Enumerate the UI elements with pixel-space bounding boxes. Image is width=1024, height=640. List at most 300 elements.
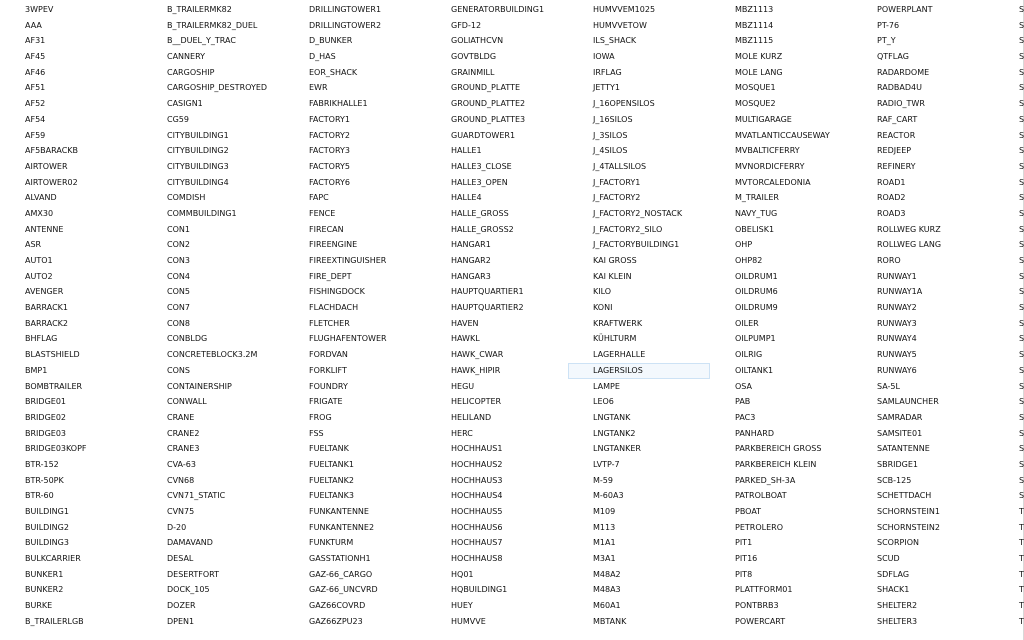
list-item[interactable]: M48A3: [593, 585, 621, 595]
list-item[interactable]: PATROLBOAT: [735, 491, 787, 501]
list-item[interactable]: FIREEXTINGUISHER: [309, 256, 387, 265]
list-item[interactable]: SA-5L: [877, 381, 900, 391]
list-item[interactable]: AF5BARACKB: [25, 146, 79, 156]
list-item[interactable]: CON3: [167, 256, 190, 265]
list-item[interactable]: PARKBEREICH GROSS: [735, 444, 822, 454]
list-item[interactable]: GROUND_PLATTE3: [451, 114, 526, 124]
list-item[interactable]: FUNKANTENNE: [309, 507, 369, 516]
list-item[interactable]: BRIDGE03KOPF: [25, 444, 87, 454]
list-item[interactable]: S: [1019, 67, 1024, 77]
list-item[interactable]: CONTAINERSHIP: [167, 381, 232, 391]
list-item[interactable]: SHELTER2: [877, 601, 918, 611]
list-item[interactable]: MBZ1115: [735, 36, 774, 46]
list-item[interactable]: FUELTANK3: [309, 491, 354, 501]
list-item[interactable]: OBELISK1: [735, 224, 775, 234]
list-item[interactable]: S: [1019, 83, 1024, 93]
list-item[interactable]: HOCHHAUS3: [451, 475, 503, 485]
list-item[interactable]: PAC3: [735, 412, 756, 422]
list-item[interactable]: HUMVVE: [451, 616, 486, 626]
list-item[interactable]: POWERCART: [735, 616, 786, 626]
list-item[interactable]: MOSQUE1: [735, 83, 776, 93]
list-item[interactable]: MBTANK: [593, 616, 627, 626]
list-item[interactable]: HAUPTQUARTIER2: [451, 303, 524, 313]
list-item[interactable]: HALLE1: [451, 146, 482, 156]
list-item[interactable]: S: [1019, 287, 1024, 297]
list-item[interactable]: S: [1019, 52, 1024, 62]
list-item[interactable]: BUNKER1: [25, 569, 64, 579]
list-item[interactable]: FUELTANK2: [309, 475, 354, 485]
list-item[interactable]: MULTIGARAGE: [735, 114, 792, 124]
list-item[interactable]: RADARDOME: [877, 67, 930, 77]
list-item[interactable]: FUELTANK1: [309, 459, 354, 469]
list-item[interactable]: KRAFTWERK: [593, 318, 643, 328]
list-item[interactable]: AUTO1: [25, 256, 53, 265]
list-item[interactable]: S: [1019, 350, 1024, 360]
list-item[interactable]: HAWKL: [451, 334, 480, 344]
list-item[interactable]: J_FACTORY2: [593, 193, 641, 203]
list-item[interactable]: S: [1019, 459, 1024, 469]
list-item[interactable]: CITYBUILDING3: [167, 161, 229, 171]
list-item[interactable]: J_FACTORY1: [593, 177, 641, 187]
list-item[interactable]: DOCK_105: [167, 585, 210, 595]
list-item[interactable]: GAZ-66_UNCVRD: [309, 585, 378, 595]
list-item[interactable]: HALLE3_OPEN: [451, 177, 508, 187]
list-item[interactable]: EWR: [309, 83, 328, 93]
list-item[interactable]: HANGAR1: [451, 240, 491, 250]
list-item[interactable]: T: [1019, 616, 1024, 626]
list-item[interactable]: ROAD3: [877, 208, 906, 218]
list-item[interactable]: AVENGER: [25, 287, 64, 297]
list-item[interactable]: M48A2: [593, 569, 621, 579]
list-item[interactable]: AF31: [25, 36, 46, 46]
list-item[interactable]: AF59: [25, 130, 46, 140]
list-item[interactable]: HQBUILDING1: [451, 585, 508, 595]
list-item[interactable]: BURKE: [25, 601, 53, 611]
list-item[interactable]: FROG: [309, 412, 332, 422]
list-item[interactable]: S: [1019, 99, 1024, 109]
list-item[interactable]: HQ01: [451, 569, 474, 579]
list-item[interactable]: S: [1019, 444, 1024, 454]
list-item[interactable]: OHP82: [735, 256, 763, 265]
list-item[interactable]: T: [1019, 585, 1024, 595]
list-item[interactable]: GOVTBLDG: [451, 52, 497, 62]
list-item[interactable]: S: [1019, 36, 1024, 46]
list-item[interactable]: HERC: [451, 428, 473, 438]
list-item[interactable]: BRIDGE01: [25, 397, 66, 407]
list-item[interactable]: BUILDING3: [25, 538, 69, 548]
list-item[interactable]: SCHORNSTEIN2: [877, 522, 940, 532]
list-item[interactable]: FRIGATE: [309, 397, 343, 407]
list-item[interactable]: PANHARD: [735, 428, 774, 438]
list-item[interactable]: AF54: [25, 114, 46, 124]
list-item[interactable]: HOCHHAUS7: [451, 538, 503, 548]
list-item[interactable]: CONCRETEBLOCK3.2M: [167, 350, 258, 360]
list-item[interactable]: LEO6: [593, 397, 614, 407]
list-item[interactable]: GROUND_PLATTE: [451, 83, 521, 93]
list-item[interactable]: PLATTFORM01: [735, 585, 793, 595]
list-item[interactable]: HUMVVETOW: [593, 20, 647, 30]
list-item[interactable]: S: [1019, 240, 1024, 250]
list-item-selected[interactable]: LAGERSILOS: [568, 363, 710, 379]
list-item[interactable]: BRIDGE02: [25, 412, 66, 422]
list-item[interactable]: CARGOSHIP: [167, 67, 215, 77]
list-item[interactable]: CVN68: [167, 475, 195, 485]
list-item[interactable]: BARRACK2: [25, 318, 69, 328]
list-item[interactable]: FUELTANK: [309, 444, 349, 454]
list-item[interactable]: FORDVAN: [309, 350, 348, 360]
list-item[interactable]: S: [1019, 365, 1024, 375]
list-item[interactable]: S: [1019, 491, 1024, 501]
list-item[interactable]: AMX30: [25, 208, 54, 218]
list-item[interactable]: DPEN1: [167, 616, 195, 626]
list-item[interactable]: CANNERY: [167, 52, 206, 62]
list-item[interactable]: CON8: [167, 318, 190, 328]
list-item[interactable]: M-60A3: [593, 491, 624, 501]
list-item[interactable]: D_HAS: [309, 52, 336, 62]
list-item[interactable]: HANGAR3: [451, 271, 491, 281]
list-item[interactable]: FACTORY1: [309, 114, 350, 124]
list-item[interactable]: EOR_SHACK: [309, 67, 358, 77]
list-item[interactable]: S: [1019, 224, 1024, 234]
list-item[interactable]: J_16OPENSILOS: [593, 99, 655, 109]
list-item[interactable]: CASIGN1: [167, 99, 203, 109]
list-item[interactable]: S: [1019, 208, 1024, 218]
list-item[interactable]: DOZER: [167, 601, 196, 611]
list-item[interactable]: M3A1: [593, 554, 616, 564]
list-item[interactable]: S: [1019, 303, 1024, 313]
list-item[interactable]: MOLE KURZ: [735, 52, 783, 62]
list-item[interactable]: MBZ1113: [735, 5, 774, 14]
list-item[interactable]: BRIDGE03: [25, 428, 66, 438]
list-item[interactable]: CON4: [167, 271, 190, 281]
list-item[interactable]: MVNORDICFERRY: [735, 161, 805, 171]
list-item[interactable]: M60A1: [593, 601, 621, 611]
list-item[interactable]: JETTY1: [593, 83, 621, 93]
list-item[interactable]: COMDISH: [167, 193, 206, 203]
list-item[interactable]: S: [1019, 20, 1024, 30]
list-item[interactable]: J_4SILOS: [593, 146, 628, 156]
list-item[interactable]: SAMLAUNCHER: [877, 397, 939, 407]
list-item[interactable]: FLACHDACH: [309, 303, 359, 313]
list-item[interactable]: PT-76: [877, 20, 900, 30]
list-item[interactable]: HOCHHAUS6: [451, 522, 503, 532]
list-item[interactable]: FOUNDRY: [309, 381, 348, 391]
list-item[interactable]: S: [1019, 161, 1024, 171]
list-item[interactable]: MOLE LANG: [735, 67, 783, 77]
list-item[interactable]: GASSTATIONH1: [309, 554, 371, 564]
list-item[interactable]: J_FACTORY2_SILO: [593, 224, 663, 234]
list-item[interactable]: QTFLAG: [877, 52, 909, 62]
list-item[interactable]: KONI: [593, 303, 613, 313]
list-item[interactable]: DAMAVAND: [167, 538, 213, 548]
list-item[interactable]: HANGAR2: [451, 256, 491, 265]
list-item[interactable]: LAGERHALLE: [593, 350, 646, 360]
list-item[interactable]: OHP: [735, 240, 753, 250]
list-item[interactable]: S: [1019, 475, 1024, 485]
list-item[interactable]: BTR-60: [25, 491, 54, 501]
list-item[interactable]: BUILDING1: [25, 507, 69, 516]
list-item[interactable]: HALLE_GROSS2: [451, 224, 514, 234]
list-item[interactable]: OILRIG: [735, 350, 763, 360]
list-item[interactable]: RUNWAY6: [877, 365, 917, 375]
list-item[interactable]: BLASTSHIELD: [25, 350, 80, 360]
list-item[interactable]: HALLE3_CLOSE: [451, 161, 512, 171]
list-item[interactable]: POWERPLANT: [877, 5, 933, 14]
list-item[interactable]: RUNWAY5: [877, 350, 917, 360]
list-item[interactable]: OILDRUM1: [735, 271, 778, 281]
list-item[interactable]: PAB: [735, 397, 751, 407]
list-item[interactable]: M113: [593, 522, 616, 532]
list-item[interactable]: AF52: [25, 99, 46, 109]
list-item[interactable]: DRILLINGTOWER2: [309, 20, 382, 30]
list-item[interactable]: SAMRADAR: [877, 412, 923, 422]
list-item[interactable]: PIT16: [735, 554, 758, 564]
list-item[interactable]: S: [1019, 146, 1024, 156]
list-item[interactable]: BTR-152: [25, 459, 59, 469]
list-item[interactable]: CON1: [167, 224, 190, 234]
list-item[interactable]: ROLLWEG KURZ: [877, 224, 941, 234]
list-item[interactable]: RUNWAY1: [877, 271, 917, 281]
list-item[interactable]: J_FACTORYBUILDING1: [593, 240, 680, 250]
list-item[interactable]: COMMBUILDING1: [167, 208, 237, 218]
list-item[interactable]: OILER: [735, 318, 759, 328]
list-item[interactable]: CON5: [167, 287, 190, 297]
list-item[interactable]: B_TRAILERMK82_DUEL: [167, 20, 258, 30]
list-item[interactable]: FORKLIFT: [309, 365, 347, 375]
list-item[interactable]: PBOAT: [735, 507, 762, 516]
list-item[interactable]: SBRIDGE1: [877, 459, 918, 469]
list-item[interactable]: SCHORNSTEIN1: [877, 507, 940, 516]
list-item[interactable]: FUNKTURM: [309, 538, 354, 548]
list-item[interactable]: FENCE: [309, 208, 336, 218]
list-item[interactable]: HAUPTQUARTIER1: [451, 287, 524, 297]
list-item[interactable]: MVATLANTICCAUSEWAY: [735, 130, 830, 140]
list-item[interactable]: GOLIATHCVN: [451, 36, 504, 46]
list-item[interactable]: CONBLDG: [167, 334, 208, 344]
list-item[interactable]: S: [1019, 114, 1024, 124]
list-item[interactable]: AAA: [25, 20, 42, 30]
list-item[interactable]: J_3SILOS: [593, 130, 628, 140]
list-item[interactable]: IOWA: [593, 52, 615, 62]
list-item[interactable]: T: [1019, 554, 1024, 564]
list-item[interactable]: GENERATORBUILDING1: [451, 5, 545, 14]
list-item[interactable]: ANTENNE: [25, 224, 64, 234]
list-item[interactable]: AF45: [25, 52, 46, 62]
list-item[interactable]: HOCHHAUS4: [451, 491, 503, 501]
list-item[interactable]: CVN71_STATIC: [167, 491, 226, 501]
list-item[interactable]: NAVY_TUG: [735, 208, 778, 218]
list-item[interactable]: SCHETTDACH: [877, 491, 932, 501]
list-item[interactable]: BUILDING2: [25, 522, 69, 532]
list-item[interactable]: FUNKANTENNE2: [309, 522, 375, 532]
list-item[interactable]: RORO: [877, 256, 901, 265]
list-item[interactable]: S: [1019, 5, 1024, 14]
list-item[interactable]: J_16SILOS: [593, 114, 633, 124]
list-item[interactable]: LNGTANK: [593, 412, 631, 422]
list-item[interactable]: RUNWAY2: [877, 303, 917, 313]
list-item[interactable]: GAZ66COVRD: [309, 601, 366, 611]
list-item[interactable]: RUNWAY3: [877, 318, 917, 328]
list-item[interactable]: HEGU: [451, 381, 475, 391]
list-item[interactable]: MOSQUE2: [735, 99, 776, 109]
list-item[interactable]: FIREENGINE: [309, 240, 358, 250]
list-item[interactable]: HOCHHAUS1: [451, 444, 503, 454]
list-item[interactable]: REFINERY: [877, 161, 916, 171]
list-item[interactable]: FABRIKHALLE1: [309, 99, 368, 109]
list-item[interactable]: ROAD2: [877, 193, 906, 203]
list-item[interactable]: FACTORY5: [309, 161, 350, 171]
list-item[interactable]: J_4TALLSILOS: [593, 161, 647, 171]
list-item[interactable]: GAZ-66_CARGO: [309, 569, 373, 579]
list-item[interactable]: CITYBUILDING1: [167, 130, 229, 140]
list-item[interactable]: SCB-125: [877, 475, 912, 485]
list-item[interactable]: M109: [593, 507, 616, 516]
list-item[interactable]: HELILAND: [451, 412, 492, 422]
list-item[interactable]: DESERTFORT: [167, 569, 219, 579]
list-item[interactable]: GRAINMILL: [451, 67, 495, 77]
list-item[interactable]: HOCHHAUS8: [451, 554, 503, 564]
list-item[interactable]: REDJEEP: [877, 146, 912, 156]
list-item[interactable]: KILO: [593, 287, 612, 297]
list-item[interactable]: M_TRAILER: [735, 193, 779, 203]
list-item[interactable]: MVBALTICFERRY: [735, 146, 800, 156]
list-item[interactable]: CON7: [167, 303, 190, 313]
list-item[interactable]: LNGTANK2: [593, 428, 636, 438]
list-item[interactable]: BTR-50PK: [25, 475, 64, 485]
list-item[interactable]: RAF_CART: [877, 114, 918, 124]
list-item[interactable]: GUARDTOWER1: [451, 130, 516, 140]
list-item[interactable]: S: [1019, 428, 1024, 438]
list-item[interactable]: OILTANK1: [735, 365, 774, 375]
list-item[interactable]: HALLE4: [451, 193, 482, 203]
list-item[interactable]: T: [1019, 522, 1024, 532]
list-item[interactable]: S: [1019, 318, 1024, 328]
list-item[interactable]: T: [1019, 601, 1024, 611]
list-item[interactable]: CRANE2: [167, 428, 200, 438]
list-item[interactable]: HOCHHAUS2: [451, 459, 503, 469]
list-item[interactable]: HALLE_GROSS: [451, 208, 509, 218]
list-item[interactable]: AF46: [25, 67, 46, 77]
list-item[interactable]: SAMSITE01: [877, 428, 923, 438]
list-item[interactable]: GAZ66ZPU23: [309, 616, 363, 626]
list-item[interactable]: FISHINGDOCK: [309, 287, 365, 297]
list-item[interactable]: DESAL: [167, 554, 194, 564]
list-item[interactable]: T: [1019, 538, 1024, 548]
list-item[interactable]: CARGOSHIP_DESTROYED: [167, 83, 268, 93]
list-item[interactable]: HUMVVEM1025: [593, 5, 656, 14]
list-item[interactable]: PONTBRB3: [735, 601, 779, 611]
list-item[interactable]: LAMPE: [593, 381, 620, 391]
list-item[interactable]: HOCHHAUS5: [451, 507, 503, 516]
list-item[interactable]: AUTO2: [25, 271, 53, 281]
list-item[interactable]: PIT8: [735, 569, 753, 579]
list-item[interactable]: J_FACTORY2_NOSTACK: [593, 208, 683, 218]
list-item[interactable]: LVTP-7: [593, 459, 620, 469]
list-item[interactable]: S: [1019, 334, 1024, 344]
list-item[interactable]: AIRTOWER02: [25, 177, 78, 187]
list-item[interactable]: ILS_SHACK: [593, 36, 637, 46]
list-item[interactable]: CRANE3: [167, 444, 200, 454]
list-item[interactable]: B_TRAILERMK82: [167, 5, 232, 14]
list-item[interactable]: ASR: [25, 240, 42, 250]
list-item[interactable]: S: [1019, 397, 1024, 407]
list-item[interactable]: SHACK1: [877, 585, 910, 595]
list-item[interactable]: BUNKER2: [25, 585, 64, 595]
list-item[interactable]: HAWK_CWAR: [451, 350, 504, 360]
list-item[interactable]: CONWALL: [167, 397, 207, 407]
list-item[interactable]: KAI GROSS: [593, 256, 637, 265]
list-item[interactable]: BOMBTRAILER: [25, 381, 83, 391]
list-item[interactable]: RADBAD4U: [877, 83, 922, 93]
list-item[interactable]: SCORPION: [877, 538, 919, 548]
list-item[interactable]: KÜHLTURM: [593, 334, 637, 344]
list-item[interactable]: T: [1019, 507, 1024, 516]
list-item[interactable]: MBZ1114: [735, 20, 774, 30]
list-item[interactable]: AF51: [25, 83, 46, 93]
list-item[interactable]: CON2: [167, 240, 190, 250]
list-item[interactable]: CITYBUILDING2: [167, 146, 229, 156]
list-item[interactable]: FSS: [309, 428, 324, 438]
list-item[interactable]: RADIO_TWR: [877, 99, 925, 109]
list-item[interactable]: PARKED_SH-3A: [735, 475, 796, 485]
list-item[interactable]: GFD-12: [451, 20, 482, 30]
list-item[interactable]: ALVAND: [25, 193, 57, 203]
list-item[interactable]: T: [1019, 569, 1024, 579]
list-item[interactable]: CVN75: [167, 507, 195, 516]
list-item[interactable]: CVA-63: [167, 459, 196, 469]
list-item[interactable]: REACTOR: [877, 130, 916, 140]
list-item[interactable]: BARRACK1: [25, 303, 69, 313]
list-item[interactable]: OILDRUM6: [735, 287, 778, 297]
list-item[interactable]: LNGTANKER: [593, 444, 641, 454]
list-item[interactable]: OILDRUM9: [735, 303, 778, 313]
list-item[interactable]: ROLLWEG LANG: [877, 240, 942, 250]
list-item[interactable]: CITYBUILDING4: [167, 177, 229, 187]
list-item[interactable]: HAVEN: [451, 318, 479, 328]
list-item[interactable]: SATANTENNE: [877, 444, 930, 454]
list-item[interactable]: DRILLINGTOWER1: [309, 5, 382, 14]
list-item[interactable]: D-20: [167, 522, 187, 532]
list-item[interactable]: 3WPEV: [25, 5, 54, 14]
list-item[interactable]: B_TRAILERLGB: [25, 616, 84, 626]
list-item[interactable]: FACTORY3: [309, 146, 350, 156]
list-item[interactable]: BHFLAG: [25, 334, 58, 344]
list-item[interactable]: S: [1019, 381, 1024, 391]
list-item[interactable]: RUNWAY1A: [877, 287, 923, 297]
list-item[interactable]: CRANE: [167, 412, 195, 422]
list-item[interactable]: BULKCARRIER: [25, 554, 81, 564]
list-item[interactable]: HUEY: [451, 601, 473, 611]
list-item[interactable]: FLUGHAFENTOWER: [309, 334, 387, 344]
list-item[interactable]: PETROLERO: [735, 522, 783, 532]
list-item[interactable]: CG59: [167, 114, 189, 124]
list-item[interactable]: D_BUNKER: [309, 36, 353, 46]
list-item[interactable]: HAWK_HIPIR: [451, 365, 501, 375]
list-item[interactable]: FIRE_DEPT: [309, 271, 352, 281]
list-item[interactable]: S: [1019, 130, 1024, 140]
list-item[interactable]: HELICOPTER: [451, 397, 502, 407]
list-item[interactable]: B__DUEL_Y_TRAC: [167, 36, 236, 46]
list-item[interactable]: FACTORY6: [309, 177, 350, 187]
list-item[interactable]: SDFLAG: [877, 569, 910, 579]
list-item[interactable]: RUNWAY4: [877, 334, 917, 344]
list-item[interactable]: FLETCHER: [309, 318, 350, 328]
list-item[interactable]: AIRTOWER: [25, 161, 68, 171]
list-item[interactable]: OSA: [735, 381, 752, 391]
list-item[interactable]: MVTORCALEDONIA: [735, 177, 811, 187]
list-item[interactable]: FACTORY2: [309, 130, 350, 140]
list-item[interactable]: FAPC: [309, 193, 329, 203]
